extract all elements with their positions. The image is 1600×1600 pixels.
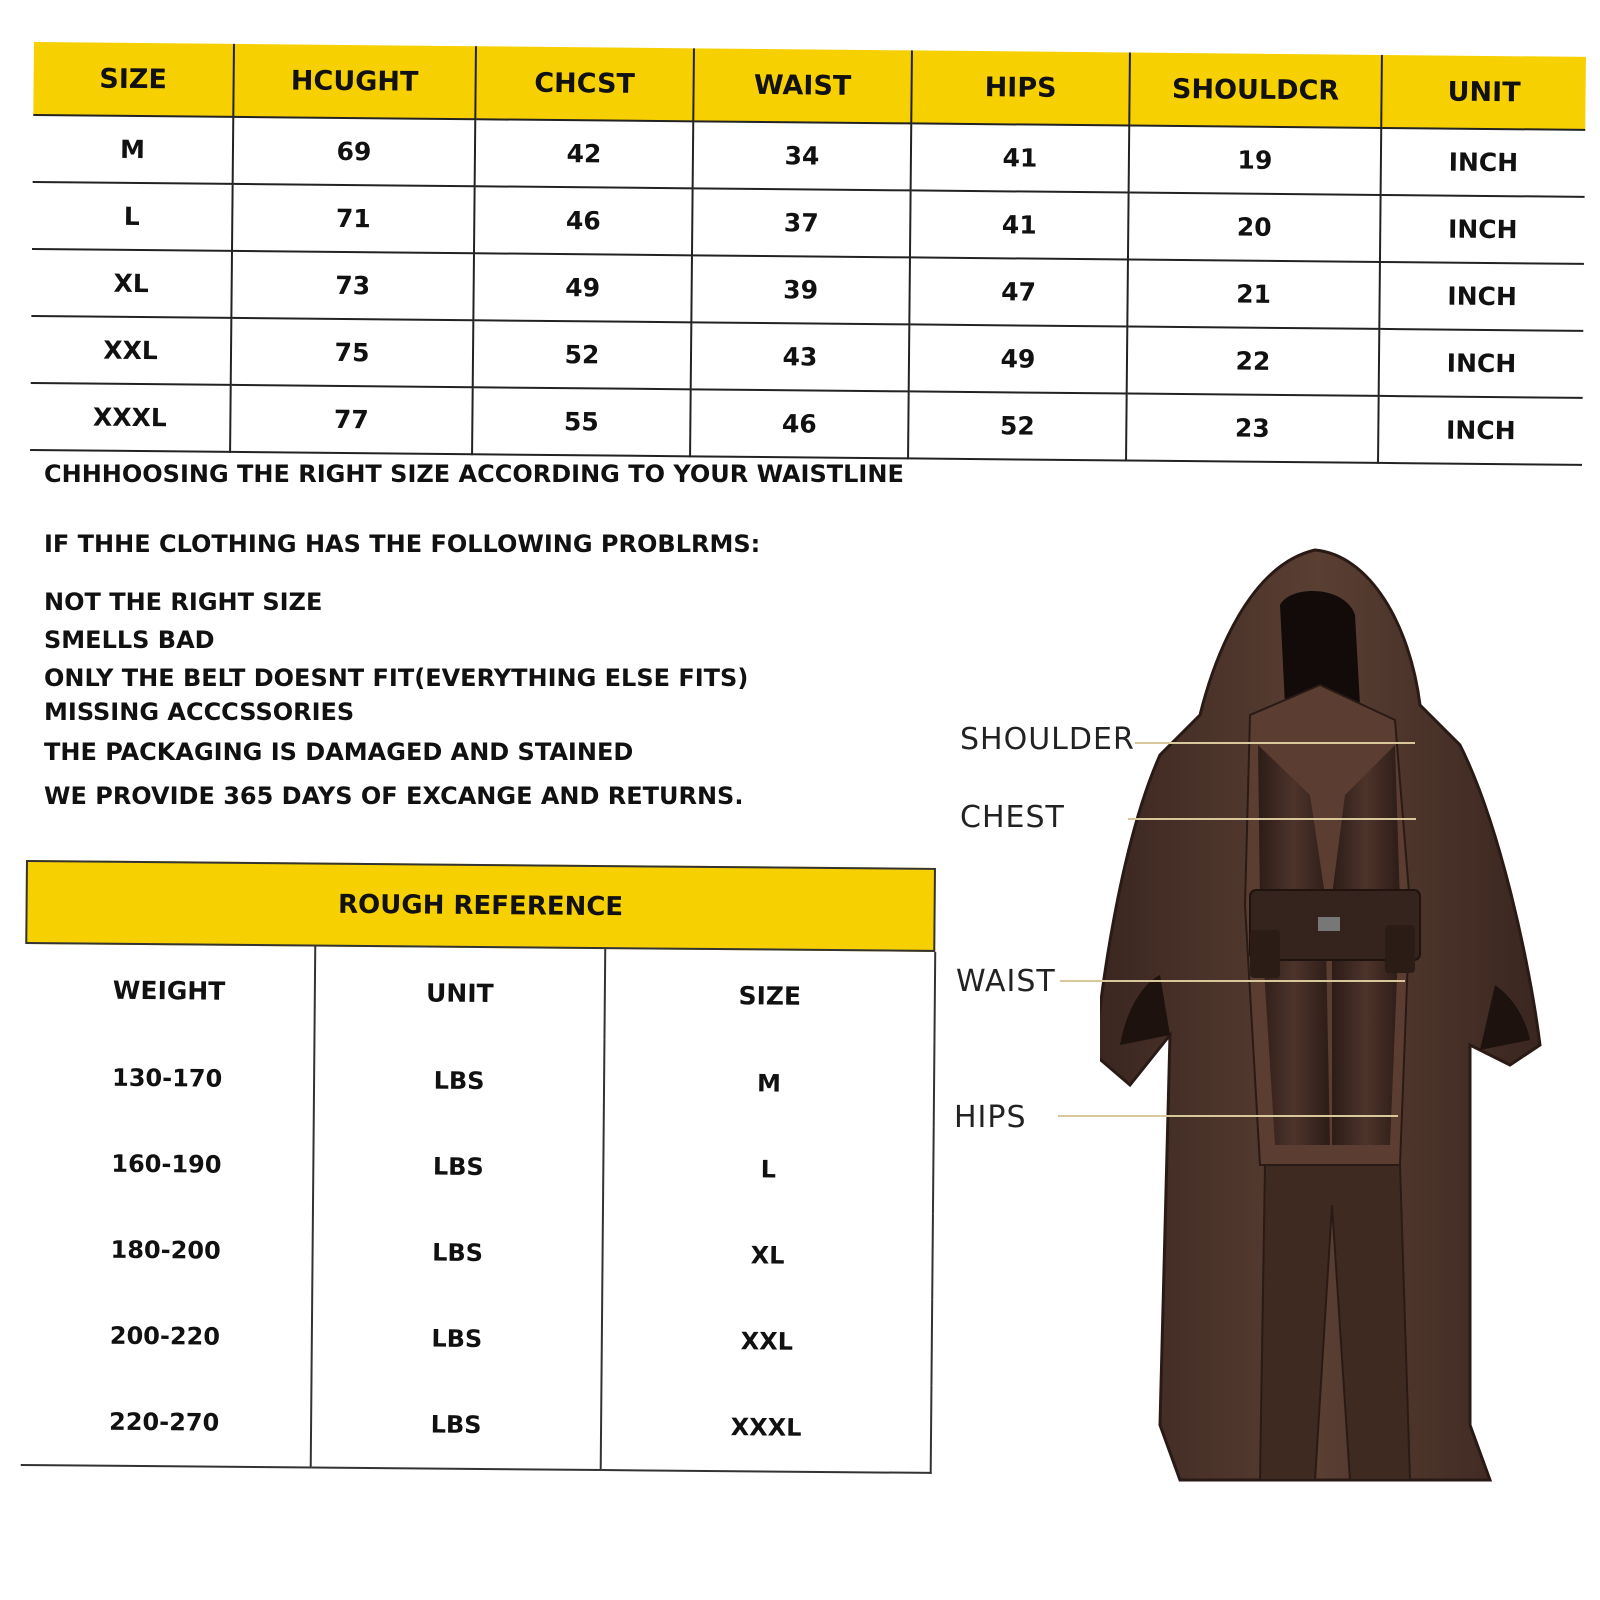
header-size: SIZE	[33, 42, 234, 117]
list-item: ONLY THE BELT DOESNT FIT(EVERYTHING ELSE FITS)	[44, 664, 749, 692]
cell-waist: 43	[691, 322, 910, 391]
header-unit: UNIT	[314, 947, 605, 1040]
list-item: NOT THE RIGHT SIZE	[44, 588, 323, 616]
cell-size: M	[33, 115, 234, 184]
cell-size: XXXL	[601, 1383, 932, 1473]
table-row	[30, 383, 1583, 465]
table-row	[22, 1206, 933, 1300]
list-item: THE PACKAGING IS DAMAGED AND STAINED	[44, 738, 634, 766]
cell-weight: 180-200	[22, 1206, 313, 1295]
size-chart-table	[30, 42, 1586, 466]
chest-label: CHEST	[960, 800, 1065, 835]
cell-hips: 52	[908, 391, 1127, 460]
list-item: MISSING ACCCSSORIES	[44, 698, 355, 726]
belt-pouch	[1250, 930, 1280, 978]
belt-pouch	[1385, 925, 1415, 973]
cell-hips: 41	[911, 123, 1130, 192]
rough-reference-section	[21, 860, 936, 1474]
table-row	[23, 1120, 934, 1214]
cell-unit: INCH	[1379, 329, 1584, 398]
cell-size: XL	[31, 249, 232, 318]
cell-unit: INCH	[1381, 128, 1586, 197]
belt-buckle	[1318, 917, 1340, 931]
chest-line	[1128, 818, 1416, 820]
cell-weight: 200-220	[21, 1292, 312, 1381]
reference-table	[21, 944, 937, 1474]
cell-chest: 42	[475, 119, 694, 188]
shoulder-line	[1135, 742, 1415, 744]
cell-unit: LBS	[311, 1295, 602, 1384]
cell-shoulder: 23	[1126, 394, 1379, 463]
hips-label: HIPS	[954, 1100, 1027, 1135]
cell-height: 71	[232, 184, 475, 253]
header-chest: CHCST	[475, 46, 694, 121]
hips-line	[1058, 1115, 1398, 1117]
reference-header-row	[24, 944, 935, 1042]
cell-unit: INCH	[1379, 262, 1584, 331]
cell-chest: 55	[472, 387, 691, 456]
cell-unit: INCH	[1380, 195, 1585, 264]
cell-size: L	[603, 1125, 934, 1214]
cell-unit: LBS	[314, 1037, 605, 1126]
cell-height: 75	[231, 318, 474, 387]
cell-size: XXL	[31, 316, 232, 385]
cell-chest: 49	[473, 253, 692, 322]
cell-waist: 46	[690, 389, 909, 458]
cell-weight: 160-190	[23, 1120, 314, 1209]
robe-illustration	[1100, 545, 1570, 1525]
header-hips: HIPS	[911, 50, 1130, 125]
cell-unit: LBS	[311, 1381, 602, 1471]
cell-shoulder: 21	[1127, 260, 1380, 329]
header-height: HCUGHT	[233, 44, 476, 119]
cell-chest: 52	[473, 320, 692, 389]
waist-label: WAIST	[956, 964, 1056, 999]
cell-shoulder: 19	[1129, 126, 1382, 195]
notes-title: CHHHOOSING THE RIGHT SIZE ACCORDING TO YOUR WAISTLINE	[44, 460, 904, 488]
cell-height: 77	[230, 385, 473, 454]
header-waist: WAIST	[693, 48, 912, 123]
cell-hips: 47	[909, 257, 1128, 326]
cell-hips: 49	[909, 324, 1128, 393]
cell-unit: LBS	[313, 1123, 604, 1212]
header-weight: WEIGHT	[24, 944, 315, 1037]
cell-weight: 220-270	[21, 1378, 312, 1468]
cell-unit: LBS	[312, 1209, 603, 1298]
header-size: SIZE	[604, 949, 935, 1042]
cell-waist: 34	[693, 121, 912, 190]
cell-waist: 39	[691, 255, 910, 324]
table-row	[21, 1292, 932, 1386]
shoulder-label: SHOULDER	[960, 722, 1135, 757]
cell-height: 73	[231, 251, 474, 320]
cell-size: XXL	[601, 1297, 932, 1386]
cell-waist: 37	[692, 188, 911, 257]
cell-size: M	[604, 1039, 935, 1128]
header-shoulder: SHOULDCR	[1129, 53, 1382, 128]
list-item: WE PROVIDE 365 DAYS OF EXCANGE AND RETURNS.	[44, 782, 744, 810]
cell-size: XXXL	[30, 383, 231, 452]
reference-title: ROUGH REFERENCE	[25, 860, 936, 952]
list-item: SMELLS BAD	[44, 626, 215, 654]
cell-size: XL	[602, 1211, 933, 1300]
cell-size: L	[32, 182, 233, 251]
cell-shoulder: 20	[1128, 193, 1381, 262]
notes-subtitle: IF THHE CLOTHING HAS THE FOLLOWING PROBLRMS:	[44, 530, 761, 558]
waist-line	[1060, 980, 1405, 982]
cell-height: 69	[233, 117, 476, 186]
cell-unit: INCH	[1378, 396, 1583, 465]
cell-weight: 130-170	[24, 1034, 315, 1123]
table-row	[24, 1034, 935, 1128]
cell-shoulder: 22	[1127, 327, 1380, 396]
cell-chest: 46	[474, 186, 693, 255]
cell-hips: 41	[910, 190, 1129, 259]
header-unit: UNIT	[1381, 55, 1586, 130]
table-row	[21, 1378, 932, 1473]
